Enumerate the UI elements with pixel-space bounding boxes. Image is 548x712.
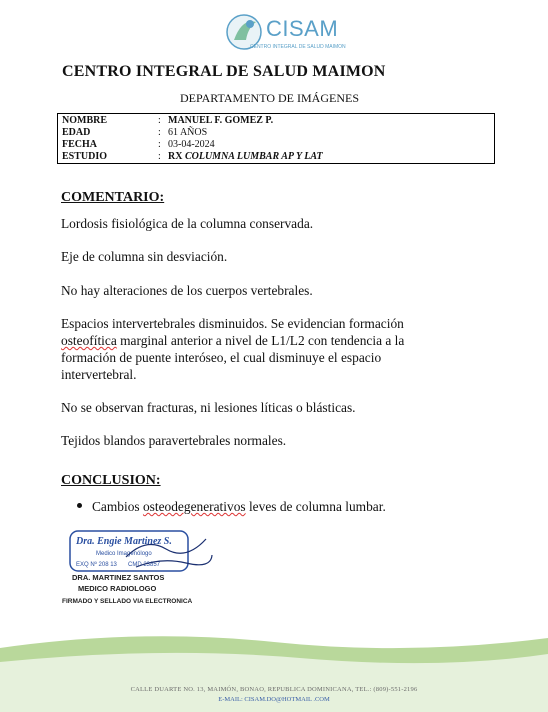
study-prefix: RX (168, 151, 185, 162)
info-row-date (62, 139, 215, 151)
conclusion-text: Cambios (92, 499, 143, 514)
info-separator: : (158, 115, 161, 126)
stamp-name: Dra. Engie Martinez S. (76, 536, 172, 547)
stamp-role: Medico Imagenólogo (96, 551, 152, 557)
info-label: NOMBRE (62, 115, 107, 126)
page-title: CENTRO INTEGRAL DE SALUD MAIMON (62, 63, 386, 80)
stamp-exq: EXQ Nº 208 13 (76, 562, 117, 568)
info-separator: : (158, 151, 161, 162)
signature-stamp (66, 527, 216, 579)
comment-paragraph: Eje de columna sin desviación. (61, 249, 228, 264)
logo-text: CISAM (266, 16, 339, 41)
findings-text: marginal anterior a nivel de L1/L2 con tendencia a la formación de puente interóseo, el cual disminuye el espacio intervertebral. (61, 333, 405, 382)
signature-note: FIRMADO Y SELLADO VIA ELECTRONICA (62, 598, 193, 605)
comment-paragraph: No hay alteraciones de los cuerpos vertebrales. (61, 283, 313, 298)
conclusion-list-item (77, 499, 386, 515)
info-row-study (62, 151, 323, 163)
logo-subtitle: CENTRO INTEGRAL DE SALUD MAIMON (250, 44, 346, 50)
info-label: FECHA (62, 139, 97, 150)
study-date: 03-04-2024 (168, 139, 215, 150)
comment-paragraph: No se observan fracturas, ni lesiones líticas o blásticas. (61, 400, 356, 415)
spellcheck-word: osteofítica (61, 333, 117, 348)
study-name (168, 151, 323, 162)
info-row-name (62, 115, 273, 127)
findings-text: Espacios intervertebrales disminuidos. Se evidencian formación (61, 316, 404, 331)
info-label: EDAD (62, 127, 91, 138)
signer-name: DRA. MARTINEZ SANTOS (72, 573, 165, 582)
conclusion-heading: CONCLUSION: (61, 473, 161, 488)
info-label: ESTUDIO (62, 151, 108, 162)
patient-info-box (57, 113, 495, 164)
comment-heading: COMENTARIO: (61, 190, 165, 205)
spellcheck-word: osteodegenerativos (142, 499, 246, 514)
stamp-cmd: CMD 23857 (128, 562, 161, 568)
bullet-icon (77, 503, 82, 508)
conclusion-text: leves de columna lumbar. (245, 499, 386, 514)
department-name: DEPARTAMENTO DE IMÁGENES (180, 91, 359, 105)
study-description: COLUMNA LUMBAR AP Y LAT (184, 151, 323, 162)
patient-name: MANUEL F. GOMEZ P. (168, 115, 274, 126)
signer-title: MEDICO RADIOLOGO (78, 584, 157, 593)
info-row-age (62, 127, 207, 139)
patient-age: 61 AÑOS (168, 127, 208, 138)
info-separator: : (158, 127, 161, 138)
comment-paragraph-findings (61, 315, 441, 383)
comment-paragraph: Tejidos blandos paravertebrales normales. (61, 433, 287, 448)
footer-email: E-MAIL: CISAM.DO@HOTMAIL .COM (218, 696, 330, 703)
footer-address: CALLE DUARTE NO. 13, MAIMÓN, BONAO, REPUBLICA DOMINICANA, TEL.: (809)-551-2196 (130, 686, 418, 693)
comment-paragraph: Lordosis fisiológica de la columna conservada. (61, 216, 314, 231)
info-separator: : (158, 139, 161, 150)
